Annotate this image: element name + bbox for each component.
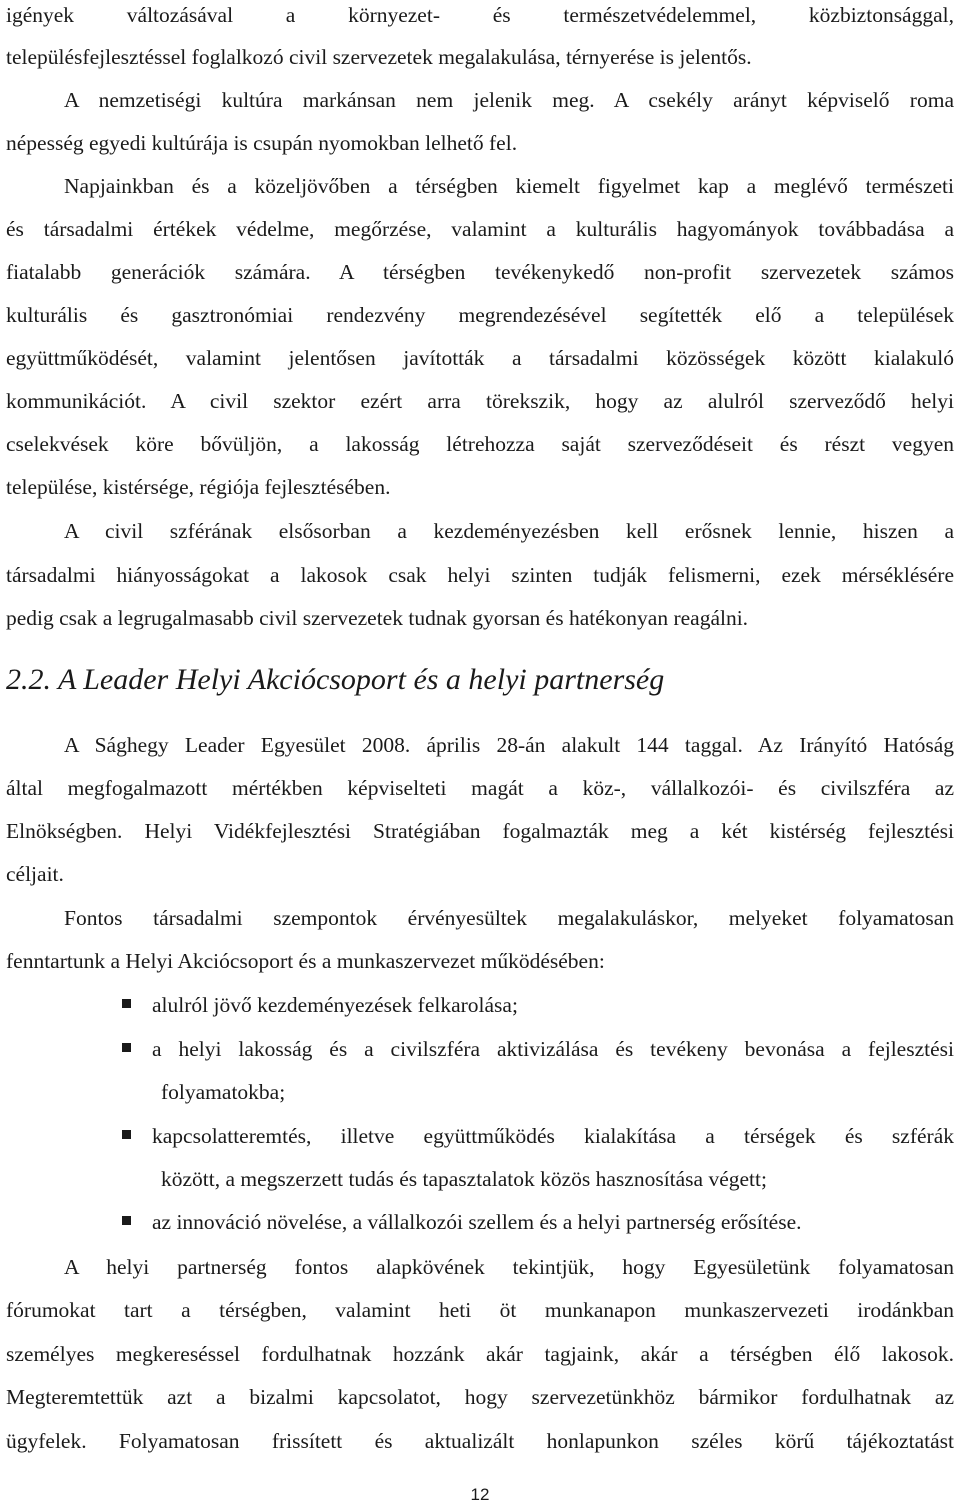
text-line: A civil szférának elsősorban a kezdeményezésben kell erősnek lennie, hiszen a — [64, 519, 954, 543]
text-line: A nemzetiségi kultúra markánsan nem jelenik meg. A csekély arányt képviselő roma — [64, 88, 954, 112]
text-line: Fontos társadalmi szempontok érvényesültek megalakuláskor, melyeket folyamatosan — [64, 906, 954, 930]
text-line: fórumokat tart a térségben, valamint heti öt munkanapon munkaszervezeti irodánkban — [6, 1298, 954, 1322]
text-line: fenntartunk a Helyi Akciócsoport és a munkaszervezet működésében: — [6, 949, 605, 973]
text-line: A helyi partnerség fontos alapkövének tekintjük, hogy Egyesületünk folyamatosan — [64, 1255, 954, 1279]
text-line: ügyfelek. Folyamatosan frissített és aktualizált honlapunkon széles körű tájékoztatást — [6, 1429, 954, 1453]
text-line: pedig csak a legrugalmasabb civil szervezetek tudnak gyorsan és hatékonyan reagálni. — [6, 606, 749, 630]
list-item: az innováció növelése, a vállalkozói szellem és a helyi partnerség erősítése. — [152, 1210, 802, 1234]
text-line: és társadalmi értékek védelme, megőrzése, valamint a kulturális hagyományok továbbadása a — [6, 217, 954, 241]
text-line: céljait. — [6, 862, 64, 886]
text-line: A Sághegy Leader Egyesület 2008. április 28-án alakult 144 taggal. Az Irányító Hatóság — [64, 733, 954, 757]
text-line: kulturális és gasztronómiai rendezvény megrendezésével segítették elő a települések — [6, 303, 954, 327]
square-bullet-icon — [122, 1216, 131, 1225]
list-item: alulról jövő kezdeményezések felkarolása; — [152, 993, 518, 1017]
text-line: személyes megkereséssel fordulhatnak hozzánk akár tagjaink, akár a térségben élő lakosok. — [6, 1342, 954, 1366]
list-item-continuation: között, a megszerzett tudás és tapasztalatok közös hasznosítása végett; — [161, 1167, 767, 1191]
square-bullet-icon — [122, 1043, 131, 1052]
text-line: népesség egyedi kultúrája is csupán nyomokban lelhető fel. — [6, 131, 518, 155]
text-line: cselekvések köre bővüljön, a lakosság létrehozza saját szerveződéseit és részt vegyen — [6, 432, 954, 456]
text-line: által megfogalmazott mértékben képviselteti magát a köz-, vállalkozói- és civilszféra az — [6, 776, 954, 800]
text-line: fiatalabb generációk számára. A térségben tevékenykedő non-profit szervezetek számos — [6, 260, 954, 284]
square-bullet-icon — [122, 999, 131, 1008]
text-line: együttműködését, valamint jelentősen javították a társadalmi közösségek között kialakuló — [6, 346, 954, 370]
text-line: igények változásával a környezet- és természetvédelemmel, közbiztonsággal, — [6, 3, 954, 27]
list-item: kapcsolatteremtés, illetve együttműködés kialakítása a térségek és szférák — [152, 1124, 954, 1148]
square-bullet-icon — [122, 1130, 131, 1139]
section-heading: 2.2. A Leader Helyi Akciócsoport és a helyi partnerség — [6, 663, 665, 696]
text-line: településfejlesztéssel foglalkozó civil szervezetek megalakulása, térnyerése is jelentős. — [6, 45, 752, 69]
page-number: 12 — [470, 1485, 490, 1504]
text-line: települése, kistérsége, régiója fejlesztésében. — [6, 475, 391, 499]
text-line: Elnökségben. Helyi Vidékfejlesztési Stratégiában fogalmazták meg a két kistérség fejlesztési — [6, 819, 954, 843]
list-item-continuation: folyamatokba; — [161, 1080, 286, 1104]
text-line: társadalmi hiányosságokat a lakosok csak helyi szinten tudják felismerni, ezek mérséklésére — [6, 563, 954, 587]
list-item: a helyi lakosság és a civilszféra aktivizálása és tevékeny bevonása a fejlesztési — [152, 1037, 954, 1061]
text-line: Megteremtettük azt a bizalmi kapcsolatot, hogy szervezetünkhöz bármikor fordulhatnak az — [6, 1385, 954, 1409]
text-line: kommunikációt. A civil szektor ezért arra törekszik, hogy az alulról szerveződő helyi — [6, 389, 954, 413]
text-line: Napjainkban és a közeljövőben a térségben kiemelt figyelmet kap a meglévő természeti — [64, 174, 954, 198]
